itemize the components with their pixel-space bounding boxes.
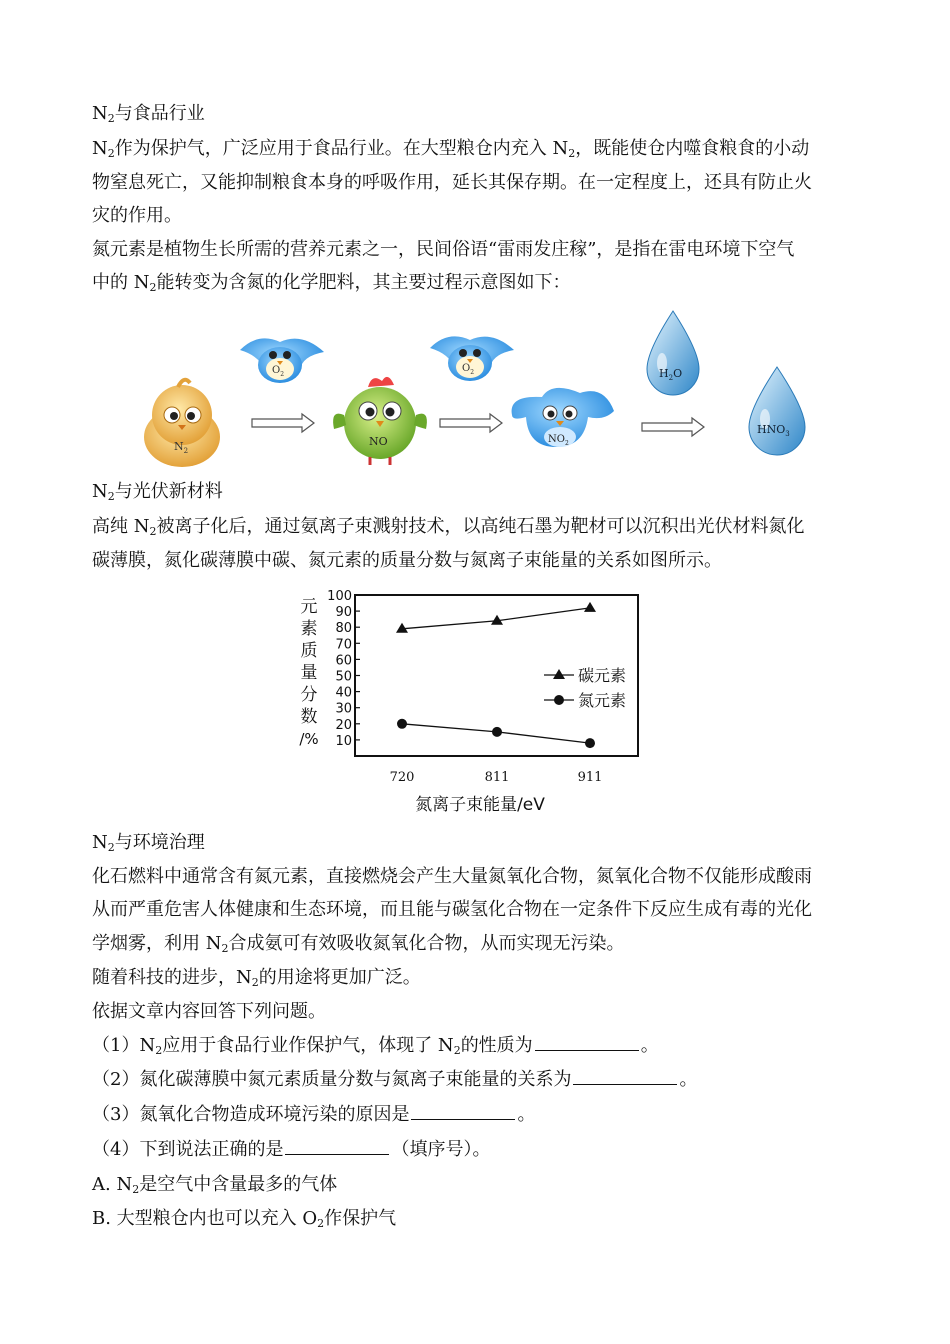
svg-text:HNO3: $HNO_3$ [757,423,790,438]
answer-blank-3[interactable] [411,1105,515,1120]
y-axis-label [299,597,318,748]
y-tick-label: 10 [335,733,352,749]
y-tick-label: 50 [335,669,352,685]
mass-fraction-chart [292,582,652,822]
instruction: 依据文章内容回答下列问题。 [92,1001,326,1022]
food-paragraph-line1: $N_2$作为保护气，广泛应用于食品行业。在大型粮仓内充入 $N_2$，既能使仓内噬食粮食的小动 [92,138,810,160]
y-tick-label: 90 [335,605,352,621]
pv-paragraph-line2: 碳薄膜，氮化碳薄膜中碳、氮元素的质量分数与氮离子束能量的关系如图所示。 [92,550,722,571]
o2-bird-2 [430,336,514,381]
no-bird [333,377,427,465]
future-paragraph: 随着科技的进步，$N_2$的用途将更加广泛。 [92,967,421,989]
process-diagram [140,305,830,475]
pv-heading: $N_2$与光伏新材料 [92,481,223,503]
food-heading: $N_2$与食品行业 [92,103,205,125]
svg-text:H2O: $H_2O$ [659,367,683,382]
y-tick-label: 80 [335,621,352,637]
data-point-circle [585,738,595,748]
legend-label: 碳元素 [578,666,627,685]
env-paragraph-line1: 化石燃料中通常含有氮元素，直接燃烧会产生大量氮氧化合物，氮氧化合物不仅能形成酸雨 [92,866,812,887]
option-b: B. 大型粮仓内也可以充入 $O_2$作保护气 [92,1208,397,1230]
x-tick-label: 720 [389,770,415,785]
y-tick-label: 20 [335,717,352,733]
y-tick-label: 30 [335,701,352,717]
y-tick-label: 100 [327,589,352,604]
answer-blank-4[interactable] [285,1140,389,1155]
x-axis-ticks [390,770,603,785]
pv-paragraph-line1: 高纯 $N_2$被离子化后，通过氨离子束溅射技术，以高纯石墨为靶材可以沉积出光伏材料氮化 [92,516,805,538]
legend-marker-circle [554,695,564,705]
n2-bird [144,380,220,467]
x-tick-label: 811 [484,770,510,785]
question-4: （4）下到说法正确的是 （填序号）。 [92,1139,491,1160]
svg-text:NO2: $NO_2$ [548,434,569,447]
answer-blank-2[interactable] [573,1070,677,1085]
svg-text:NO: NO [369,435,388,448]
y-label-char: 数 [300,707,318,727]
h2o-drop [647,311,699,395]
y-tick-label: 40 [335,685,352,701]
svg-text:O2: $O_2$ [272,365,285,378]
svg-text:N2: $N_2$ [174,440,189,455]
y-label-char: 质 [300,641,318,661]
data-point-circle [397,719,407,729]
no2-bird [512,388,614,447]
env-paragraph-line2: 从而严重危害人体健康和生态环境，而且能与碳氢化合物在一定条件下反应生成有毒的光化 [92,899,812,920]
arrow-2 [440,414,502,432]
y-label-char: 分 [300,685,318,705]
y-label-char: /% [299,730,319,748]
env-heading: $N_2$与环境治理 [92,832,205,854]
y-label-char: 元 [300,597,318,617]
answer-blank-1[interactable] [535,1036,639,1051]
nitrogen-paragraph-line1: 氮元素是植物生长所需的营养元素之一，民间俗语“雷雨发庄稼”，是指在雷电环境下空气 [92,239,795,260]
env-paragraph-line3: 学烟雾，利用 $N_2$合成氨可有效吸收氮氧化合物，从而实现无污染。 [92,933,625,955]
food-paragraph-line2: 物窒息死亡，又能抑制粮食本身的呼吸作用，延长其保存期。在一定程度上，还具有防止火 [92,172,812,193]
y-tick-label: 70 [335,637,352,653]
x-tick-label: 911 [577,770,603,785]
hno3-drop [749,367,805,455]
x-axis-label: 氮离子束能量/eV [415,795,545,815]
food-paragraph-line3: 灾的作用。 [92,205,182,226]
legend-label: 氮元素 [578,691,627,710]
question-1: $(1)N_2$应用于食品行业作保护气，体现了 $N_2$的性质为 。 [92,1035,659,1057]
nitrogen-paragraph-line2: 中的 $N_2$能转变为含氮的化学肥料，其主要过程示意图如下： [92,272,571,294]
data-point-circle [492,727,502,737]
svg-text:O2: $O_2$ [462,363,475,376]
question-2: （2）氮化碳薄膜中氮元素质量分数与氮离子束能量的关系为 。 [92,1069,698,1090]
arrow-3 [642,418,704,436]
option-a: A. $N_2$是空气中含量最多的气体 [92,1174,338,1196]
y-label-char: 量 [300,663,318,683]
question-3: （3）氮氧化合物造成环境污染的原因是 。 [92,1104,536,1125]
arrow-1 [252,414,314,432]
y-tick-label: 60 [335,653,352,669]
o2-bird-1 [240,338,324,383]
y-label-char: 素 [300,619,318,639]
